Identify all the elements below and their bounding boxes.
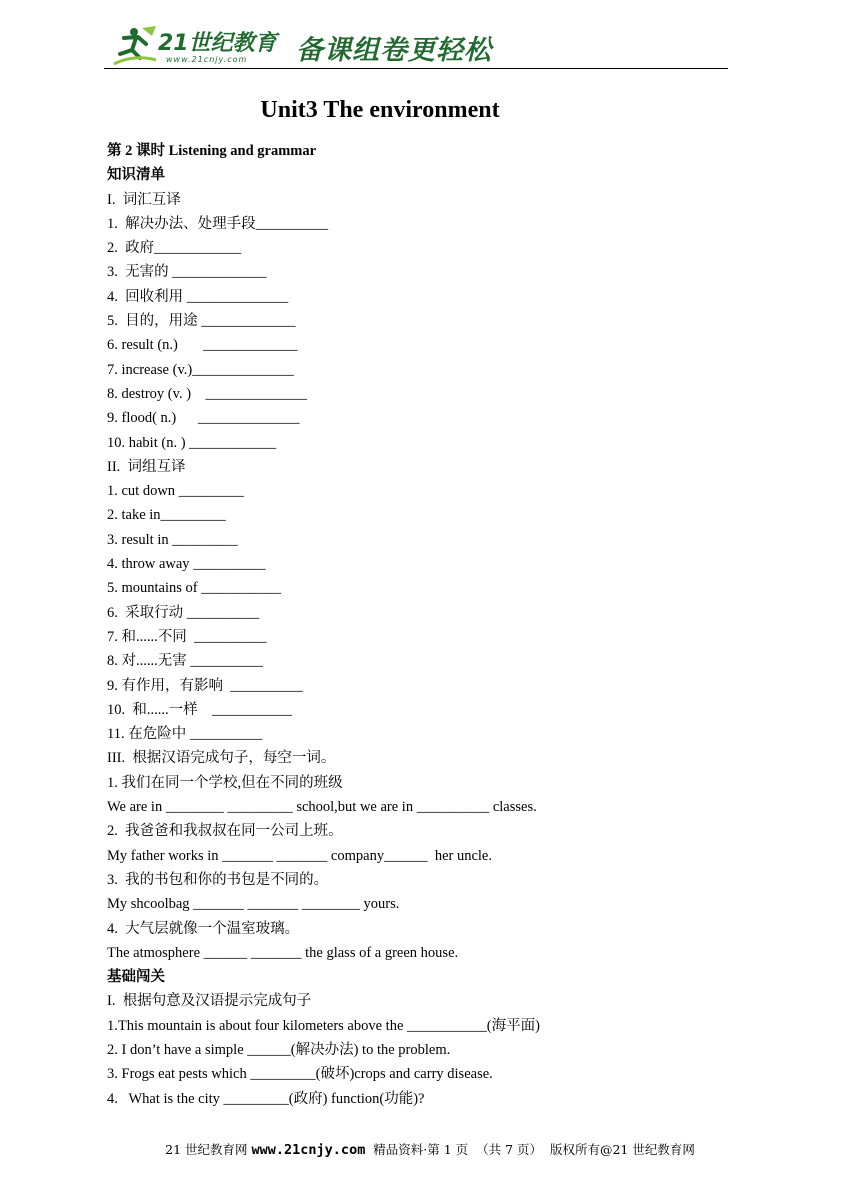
page-title: Unit3 The environment [260, 97, 500, 123]
page-footer [0, 1140, 860, 1158]
worksheet-line: I. 根据句意及汉语提示完成句子 [107, 993, 312, 1010]
header-slogan: 备课组卷更轻松 [296, 35, 492, 66]
worksheet-line: 4. 大气层就像一个温室玻璃。 [107, 920, 300, 937]
worksheet-line: 8. 对......无害 __________ [107, 653, 263, 670]
worksheet-line: 2. 政府____________ [107, 240, 242, 257]
worksheet-line: My father works in _______ _______ company______ her uncle. [107, 847, 492, 864]
worksheet-line: 7. increase (v.)______________ [107, 361, 294, 378]
section-heading: 基础闯关 [107, 969, 165, 986]
worksheet-line: 3. 我的书包和你的书包是不同的。 [107, 871, 329, 888]
worksheet-line: 3. 无害的 _____________ [107, 264, 267, 281]
worksheet-line: 6. 采取行动 __________ [107, 604, 260, 621]
section-heading: 知识清单 [107, 167, 165, 184]
worksheet-line: 10. 和......一样 ___________ [107, 701, 292, 718]
page-header [104, 22, 728, 70]
worksheet-line: 11. 在危险中 __________ [107, 726, 263, 743]
worksheet-line: 5. 目的，用途 _____________ [107, 313, 296, 330]
runner-logo-icon [112, 24, 158, 66]
worksheet-line: 4. 回收利用 ______________ [107, 288, 289, 305]
worksheet-line: 1. cut down _________ [107, 483, 244, 500]
footer-page-info: 精品资料·第 1 页 （共 7 页） 版权所有@21 世纪教育网 [365, 1142, 695, 1157]
worksheet-line: 4. What is the city _________(政府) function(功能)? [107, 1090, 425, 1107]
worksheet-line: 3. result in _________ [107, 531, 238, 548]
footer-site-name: 21 世纪教育网 [165, 1142, 252, 1157]
worksheet-line: 1. 我们在同一个学校,但在不同的班级 [107, 774, 343, 791]
worksheet-line: 4. throw away __________ [107, 556, 266, 573]
worksheet-line: 9. flood( n.) ______________ [107, 410, 300, 427]
worksheet-line: 2. 我爸爸和我叔叔在同一公司上班。 [107, 823, 343, 840]
worksheet-line: My shcoolbag _______ _______ ________ yours. [107, 896, 400, 913]
worksheet-line: The atmosphere ______ _______ the glass of a green house. [107, 944, 459, 961]
worksheet-line: 1.This mountain is about four kilometers above the ___________(海平面) [107, 1017, 540, 1034]
header-divider [104, 68, 728, 69]
worksheet-line: II. 词组互译 [107, 458, 186, 475]
worksheet-line: 7. 和......不同 __________ [107, 628, 267, 645]
worksheet-line: 8. destroy (v. ) ______________ [107, 385, 308, 402]
worksheet-line: 2. take in_________ [107, 507, 226, 524]
worksheet-line: III. 根据汉语完成句子，每空一词。 [107, 750, 336, 767]
worksheet-line: 3. Frogs eat pests which _________(破坏)crops and carry disease. [107, 1066, 493, 1083]
worksheet-line: We are in ________ _________ school,but we are in __________ classes. [107, 799, 537, 816]
worksheet-line: 2. I don’t have a simple ______(解决办法) to the problem. [107, 1041, 451, 1058]
logo-text: 21世纪教育 [158, 31, 277, 56]
worksheet-line: 1. 解决办法、处理手段__________ [107, 215, 329, 232]
section-heading: 第 2 课时 Listening and grammar [107, 143, 317, 159]
logo-url: www.21cnjy.com [166, 55, 248, 64]
worksheet-line: I. 词汇互译 [107, 191, 181, 208]
worksheet-line: 6. result (n.) _____________ [107, 337, 298, 354]
footer-site-url[interactable]: www.21cnjy.com [251, 1142, 366, 1158]
worksheet-line: 9. 有作用，有影响 __________ [107, 677, 303, 694]
worksheet-line: 10. habit (n. ) ____________ [107, 434, 277, 451]
worksheet-body [107, 139, 747, 1111]
worksheet-line: 5. mountains of ___________ [107, 580, 281, 597]
